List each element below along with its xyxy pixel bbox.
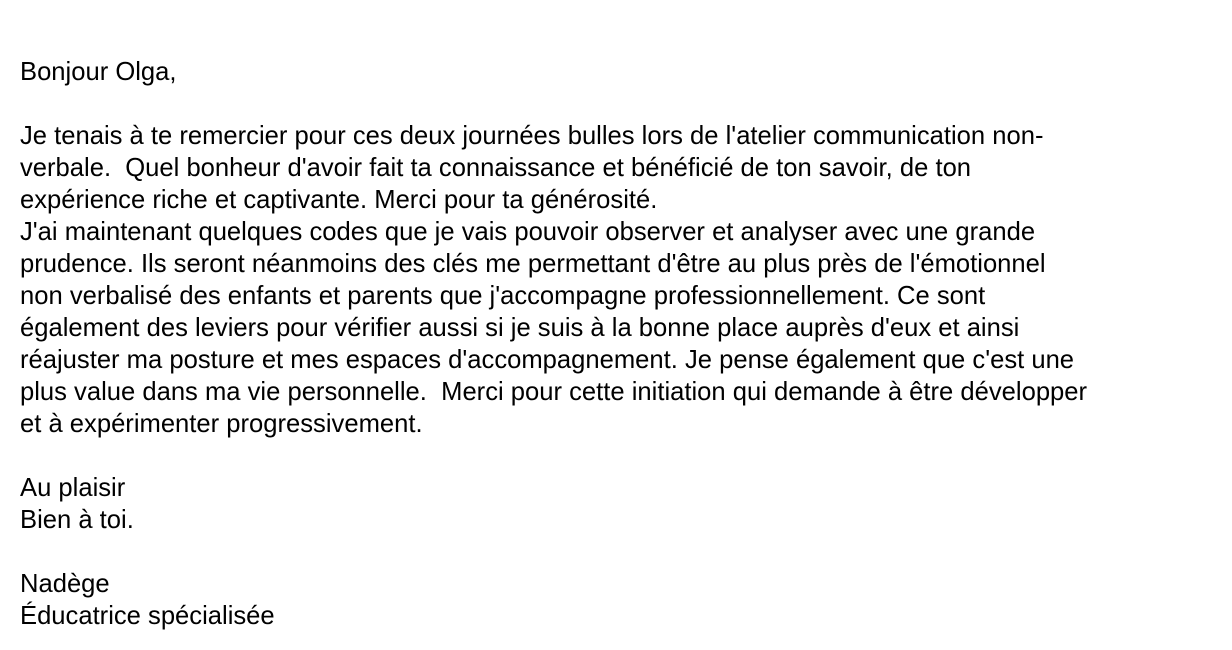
paragraph-thanks — [20, 120, 1220, 216]
paragraph-line: Je tenais à te remercier pour ces deux journées bulles lors de l'atelier communication non- — [20, 122, 1044, 150]
signature-name: Nadège — [20, 570, 110, 598]
blank-line — [20, 88, 1220, 120]
closing-line: Au plaisir — [20, 474, 126, 502]
signature — [20, 568, 1220, 632]
closing — [20, 472, 1220, 536]
paragraph-line: plus value dans ma vie personnelle. Merci pour cette initiation qui demande à être développer — [20, 378, 1088, 406]
paragraph-line: expérience riche et captivante. Merci pour ta générosité. — [20, 186, 658, 214]
letter-body — [20, 56, 1220, 632]
paragraph-line: prudence. Ils seront néanmoins des clés me permettant d'être au plus près de l'émotionnel — [20, 250, 1046, 278]
paragraph-line: et à expérimenter progressivement. — [20, 410, 423, 438]
blank-line — [20, 440, 1220, 472]
closing-line: Bien à toi. — [20, 506, 134, 534]
paragraph-line: J'ai maintenant quelques codes que je vais pouvoir observer et analyser avec une grande — [20, 218, 1036, 246]
paragraph-line: également des leviers pour vérifier aussi si je suis à la bonne place auprès d'eux et ainsi — [20, 314, 1020, 342]
greeting: Bonjour Olga, — [20, 58, 177, 86]
paragraph-line: réajuster ma posture et mes espaces d'accompagnement. Je pense également que c'est une — [20, 346, 1075, 374]
signature-title: Éducatrice spécialisée — [20, 602, 275, 630]
paragraph-reflection — [20, 216, 1220, 440]
blank-line — [20, 536, 1220, 568]
paragraph-line: non verbalisé des enfants et parents que j'accompagne professionnellement. Ce sont — [20, 282, 986, 310]
paragraph-line: verbale. Quel bonheur d'avoir fait ta connaissance et bénéficié de ton savoir, de ton — [20, 154, 972, 182]
